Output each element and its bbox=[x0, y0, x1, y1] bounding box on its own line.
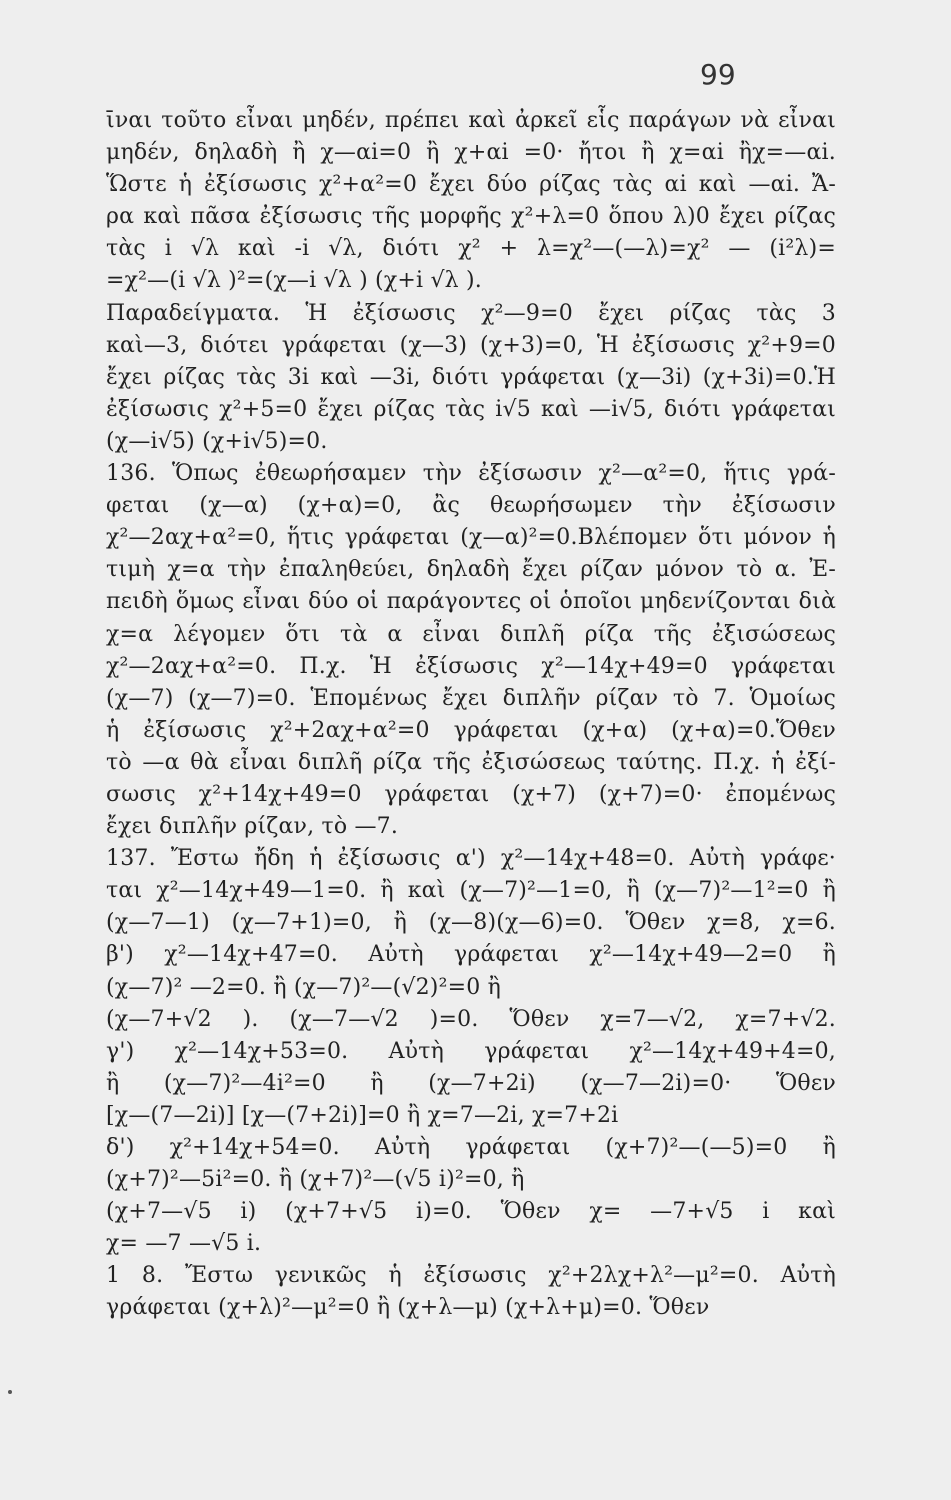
text-line: μηδέν, δηλαδὴ ἢ χ—αi=0 ἢ χ+αi =0· ἤτοι ἢ χ=αi ἢχ=—αi. bbox=[106, 140, 836, 166]
text-line: β') χ²—14χ+47=0. Αὐτὴ γράφεται χ²—14χ+49—2=0 ἢ bbox=[106, 942, 836, 968]
text-line: τὸ —α θὰ εἶναι διπλῆ ρίζα τῆς ἐξισώσεως ταύτης. Π.χ. ἡ ἐξί- bbox=[106, 749, 836, 775]
text-line: δ') χ²+14χ+54=0. Αὐτὴ γράφεται (χ+7)²—(—5)=0 ἢ bbox=[106, 1135, 836, 1160]
text-line: 1 8. Ἔστω γενικῶς ἡ ἐξίσωσις χ²+2λχ+λ²—μ²=0. Αὐτὴ bbox=[106, 1263, 836, 1289]
text-line: ῑναι τοῦτο εἶναι μηδέν, πρέπει καὶ ἀρκεῖ εἷς παράγων νὰ εἶναι bbox=[106, 108, 836, 133]
text-line: τὰς i √λ καὶ -i √λ, διότι χ² + λ=χ²—(—λ)=χ² — (i²λ)= bbox=[106, 236, 836, 262]
text-line: πειδὴ ὅμως εἶναι δύο οἱ παράγοντες οἱ ὁποῖοι μηδενίζονται διὰ bbox=[106, 589, 836, 615]
text-line: Ὥστε ἡ ἐξίσωσις χ²+α²=0 ἔχει δύο ρίζας τὰς αi καὶ —αi. Ἄ- bbox=[106, 172, 836, 198]
text-line: Παραδείγματα. Ἡ ἐξίσωσις χ²—9=0 ἔχει ρίζας τὰς 3 bbox=[106, 300, 836, 326]
text-line: χ²—2αχ+α²=0, ἥτις γράφεται (χ—α)²=0.Βλέπομεν ὅτι μόνον ἡ bbox=[106, 525, 836, 551]
text-line: ἡ ἐξίσωσις χ²+2αχ+α²=0 γράφεται (χ+α) (χ+α)=0.Ὅθεν bbox=[106, 717, 836, 743]
text-line: (χ—7—1) (χ—7+1)=0, ἢ (χ—8)(χ—6)=0. Ὅθεν χ=8, χ=6. bbox=[106, 910, 836, 936]
text-line: ἔχει ρίζας τὰς 3i καὶ —3i, διότι γράφεται (χ—3i) (χ+3i)=0.Ἡ bbox=[106, 364, 836, 390]
text-line: ρα καὶ πᾶσα ἐξίσωσις τῆς μορφῆς χ²+λ=0 ὅπου λ)0 ἔχει ρίζας bbox=[106, 204, 836, 230]
text-line: ἔχει διπλῆν ρίζαν, τὸ —7. bbox=[106, 814, 399, 840]
text-line: χ= —7 —√5 i. bbox=[106, 1231, 262, 1257]
text-line: (χ—7) (χ—7)=0. Ἑπομένως ἔχει διπλῆν ρίζαν τὸ 7. Ὁμοίως bbox=[106, 685, 836, 711]
text-line: γράφεται (χ+λ)²—μ²=0 ἢ (χ+λ—μ) (χ+λ+μ)=0. Ὅθεν bbox=[106, 1295, 710, 1321]
page-number: 99 bbox=[700, 58, 736, 91]
text-line: σωσις χ²+14χ+49=0 γράφεται (χ+7) (χ+7)=0· ἐπομένως bbox=[106, 781, 836, 807]
text-line: φεται (χ—α) (χ+α)=0, ἂς θεωρήσωμεν τὴν ἐξίσωσιν bbox=[106, 493, 836, 519]
text-line: (χ+7—√5 i) (χ+7+√5 i)=0. Ὅθεν χ= —7+√5 i καὶ bbox=[106, 1199, 836, 1225]
text-line: ἢ (χ—7)²—4i²=0 ἢ (χ—7+2i) (χ—7—2i)=0· Ὅθεν bbox=[106, 1070, 836, 1096]
text-line: =χ²—(i √λ )²=(χ—i √λ ) (χ+i √λ ). bbox=[106, 268, 482, 294]
text-line: ται χ²—14χ+49—1=0. ἢ καὶ (χ—7)²—1=0, ἢ (χ—7)²—1²=0 ἢ bbox=[106, 878, 836, 904]
margin-mark bbox=[8, 1390, 12, 1394]
text-line: 137. Ἔστω ἤδη ἡ ἐξίσωσις α') χ²—14χ+48=0. Αὐτὴ γράφε· bbox=[106, 846, 836, 872]
text-line: (χ—7+√2 ). (χ—7—√2 )=0. Ὅθεν χ=7—√2, χ=7+√2. bbox=[106, 1006, 836, 1032]
text-line: χ²—2αχ+α²=0. Π.χ. Ἡ ἐξίσωσις χ²—14χ+49=0 γράφεται bbox=[106, 653, 836, 679]
body-text bbox=[106, 105, 836, 1325]
text-line: (χ+7)²—5i²=0. ἢ (χ+7)²—(√5 i)²=0, ἢ bbox=[106, 1167, 525, 1193]
text-line: γ') χ²—14χ+53=0. Αὐτὴ γράφεται χ²—14χ+49+4=0, bbox=[106, 1038, 836, 1064]
text-line: χ=α λέγομεν ὅτι τὰ α εἶναι διπλῆ ρίζα τῆς ἐξισώσεως bbox=[106, 621, 836, 647]
text-line: [χ—(7—2i)] [χ—(7+2i)]=0 ἢ χ=7—2i, χ=7+2i bbox=[106, 1102, 619, 1128]
text-line: (χ—i√5) (χ+i√5)=0. bbox=[106, 428, 328, 454]
text-line: καὶ—3, διότει γράφεται (χ—3) (χ+3)=0, Ἡ ἐξίσωσις χ²+9=0 bbox=[106, 332, 836, 358]
text-line: τιμὴ χ=α τὴν ἐπαληθεύει, δηλαδὴ ἔχει ρίζαν μόνον τὸ α. Ἐ- bbox=[106, 557, 836, 583]
text-line: ἐξίσωσις χ²+5=0 ἔχει ρίζας τὰς i√5 καὶ —i√5, διότι γράφεται bbox=[106, 396, 836, 422]
text-line: 136. Ὅπως ἐθεωρήσαμεν τὴν ἐξίσωσιν χ²—α²=0, ἥτις γρά- bbox=[106, 461, 836, 487]
text-line: (χ—7)² —2=0. ἢ (χ—7)²—(√2)²=0 ἢ bbox=[106, 974, 502, 1000]
